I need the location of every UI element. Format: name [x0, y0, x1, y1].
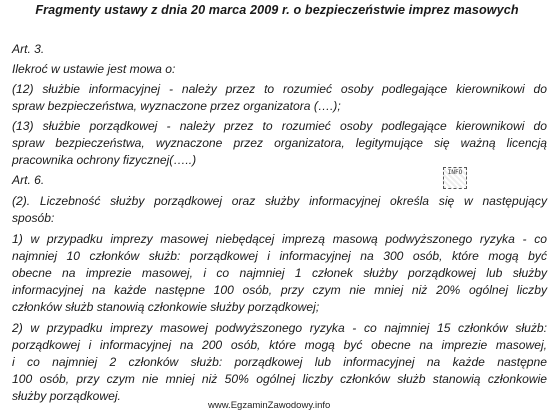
point-2-line-1: 2) w przypadku imprezy masowej podwyższonego ryzyka - co najmniej 15 członków służb:: [12, 321, 547, 335]
info-stamp-icon: INFO: [443, 167, 467, 189]
watermark-url: www.EgzaminZawodowy.info: [208, 400, 331, 411]
point-1-line-1: 1) w przypadku imprezy masowej niebędącej imprezą masową podwyższonego ryzyka - co: [12, 232, 547, 246]
paragraph-2-line-1: (2). Liczebność służby porządkowej oraz służby informacyjnej określa się w następujący: [12, 194, 547, 208]
point-2-line-3: i co najmniej 2 członków służb: porządkowej lub informacyjnej na każde następne: [12, 355, 547, 369]
art-6-heading: Art. 6.: [12, 173, 45, 187]
art-3-heading: Art. 3.: [12, 42, 45, 56]
point-1-line-5: członków służb stanowią członkowie służby porządkowej;: [12, 300, 320, 314]
point-2-line-2: porządkowej i informacyjnej na 200 osób, które mogą być obecne na imprezie masowej,: [12, 338, 547, 352]
art-3-intro: Ilekroć w ustawie jest mowa o:: [12, 62, 176, 76]
point-1-line-4: informacyjnej na każde następne 100 osób, przy czym nie mniej niż 20% ogólnej liczby: [12, 283, 547, 297]
point-1-line-2: najmniej 10 członków służb: porządkowej i informacyjnej na 300 osób, które mogą być: [12, 249, 547, 263]
paragraph-12-line-1: (12) służbie informacyjnej - należy przez to rozumieć osoby podlegające kierownikowi do: [12, 82, 547, 96]
paragraph-13-line-2: spraw bezpieczeństwa, wyznaczone przez organizatora, legitymujące się ważną licencją: [12, 136, 547, 150]
point-1-line-3: obecne na imprezie masowej, i co najmniej 1 członek służby porządkowej lub służby: [12, 266, 547, 280]
paragraph-12-line-2: spraw bezpieczeństwa, wyznaczone przez organizatora (….);: [12, 99, 341, 113]
paragraph-13-line-1: (13) służbie porządkowej - należy przez to rozumieć osoby podlegające kierownikowi do: [12, 119, 547, 133]
paragraph-2-line-2: sposób:: [12, 211, 55, 225]
paragraph-13-line-3: pracownika ochrony fizycznej(…..): [12, 153, 197, 167]
point-2-line-4: 100 osób, przy czym nie mniej niż 50% ogólnej liczby członków służb stanowią członkowie: [12, 372, 547, 386]
document-title: Fragmenty ustawy z dnia 20 marca 2009 r. o bezpieczeństwie imprez masowych: [35, 3, 519, 17]
point-2-line-5: służby porządkowej.: [12, 389, 121, 403]
